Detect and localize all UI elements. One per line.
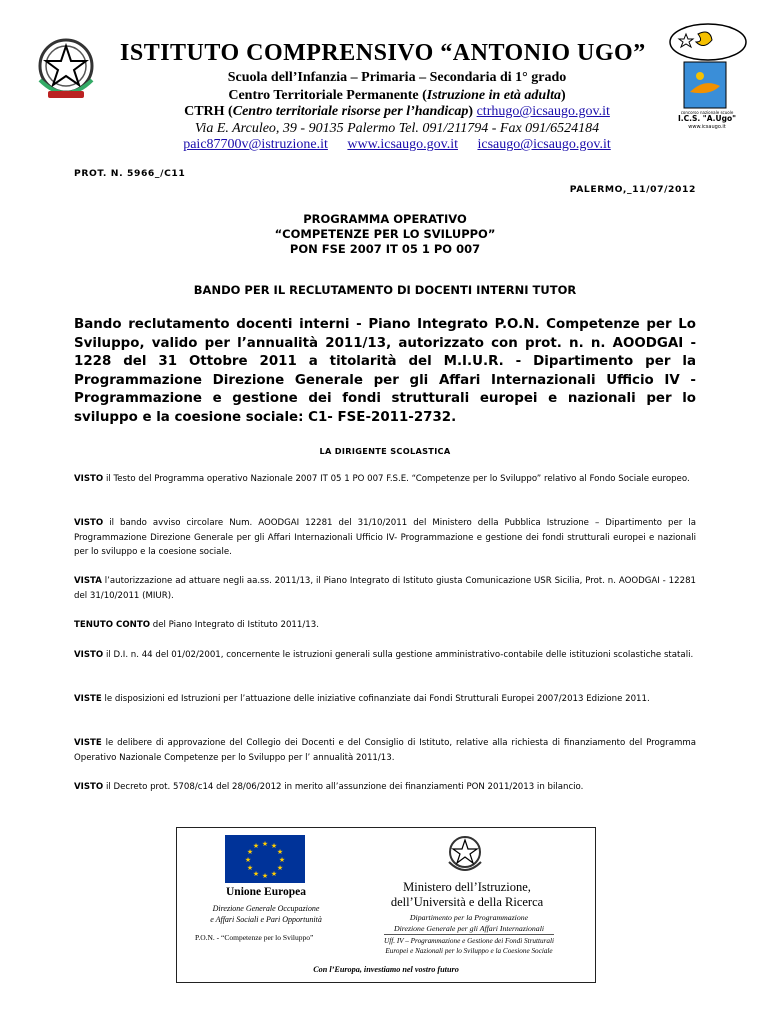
programma-heading: PROGRAMMA OPERATIVO “COMPETENZE PER LO SVILUPPO” PON FSE 2007 IT 05 1 PO 007 (274, 212, 496, 256)
svg-text:★: ★ (261, 840, 269, 848)
visto-item: VISTA l’autorizzazione ad attuare negli aa.ss. 2011/13, il Piano Integrato di Istituto giusta Comunicazione USR Sicilia, Prot. n. AOODGAI - 12281 del 31/10/2011 (MIUR). (74, 576, 696, 601)
ctrh-email-link[interactable]: ctrhugo@icsaugo.gov.it (476, 104, 610, 119)
bando-title: BANDO PER IL RECLUTAMENTO DI DOCENTI INTERNI TUTOR (193, 283, 577, 297)
svg-text:★: ★ (246, 848, 254, 856)
pon-banner (176, 827, 596, 983)
eu-flag-icon (225, 835, 305, 883)
website-link[interactable]: www.icsaugo.gov.it (347, 137, 458, 152)
school-levels: Scuola dell’Infanzia – Primaria – Secondaria di 1° grado (227, 70, 567, 85)
visto-item: VISTO il Decreto prot. 5708/c14 del 28/06/2012 in merito all’assunzione dei finanziamenti PON 2011/2013 in bilancio. (74, 782, 584, 792)
svg-text:★: ★ (252, 842, 260, 850)
italian-republic-emblem-icon (34, 36, 98, 104)
svg-text:I.C.S. "A.Ugo": I.C.S. "A.Ugo" (677, 114, 737, 123)
ctp-line: Centro Territoriale Permanente (Istruzione in età adulta) (228, 88, 566, 103)
svg-text:★: ★ (252, 870, 260, 878)
svg-text:★: ★ (261, 872, 269, 880)
svg-text:★: ★ (270, 870, 278, 878)
ministry-emblem-icon (445, 834, 485, 876)
ctrh-line: CTRH (Centro territoriale risorse per l’handicap) ctrhugo@icsaugo.gov.it (184, 104, 610, 119)
ministry-department: Dipartimento per la Programmazione Direzione Generale per gli Affari Internazionali (393, 913, 545, 933)
svg-text:www.icsaugo.it: www.icsaugo.it (688, 124, 726, 130)
pec-email-link[interactable]: paic87700v@istruzione.it (183, 137, 328, 152)
document-date: PALERMO,_11/07/2012 (569, 184, 696, 195)
visto-item: VISTO il bando avviso circolare Num. AOODGAI 12281 del 31/10/2011 del Ministero della Pubblica Istruzione – Dipartimento per la Programmazione Direzione Generale per gli Affari Internazionali Ufficio IV- Programmazione e gestione dei fondi strutturali europei e nazionali per lo sviluppo e la coesione sociale. (74, 518, 696, 557)
school-name-title: ISTITUTO COMPRENSIVO “ANTONIO UGO” (120, 40, 646, 66)
eu-subtitle: Direzione Generale Occupazione e Affari Sociali e Pari Opportunità (210, 904, 322, 924)
svg-text:★: ★ (276, 848, 284, 856)
visto-item: VISTO il Testo del Programma operativo Nazionale 2007 IT 05 1 PO 007 F.S.E. “Competenze per lo Sviluppo” relativo al Fondo Sociale europeo. (74, 474, 690, 484)
contact-links (104, 137, 690, 153)
svg-text:★: ★ (244, 856, 252, 864)
eu-title: Unione Europea (226, 886, 306, 898)
visto-item: VISTE le delibere di approvazione del Collegio dei Docenti e del Consiglio di Istituto, relative alla richiesta di finanziamento del Programma Operativo Nazionale Competenze per lo Sviluppo per l’ annualità 2011/13. (74, 738, 696, 763)
banner-motto: Con l’Europa, investiamo nel vostro futuro (313, 965, 459, 974)
svg-text:★: ★ (270, 842, 278, 850)
svg-text:concorso nazionale scuole: concorso nazionale scuole (680, 110, 734, 115)
intro-paragraph: Bando reclutamento docenti interni - Piano Integrato P.O.N. Competenze per Lo Sviluppo, valido per l’annualità 2011/13, autorizzato con prot. n. n. AOODGAI - 1228 del 31 Ottobre 2011 a titolarità del M.I.U.R. - Dipartimento per la Programmazione Direzione Generale per gli Affari Internazionali Ufficio IV - Programmazione e gestione dei fondi strutturali europei e nazionali per lo sviluppo e la coesione sociale: C1- FSE-2011-2732. (74, 317, 696, 425)
visto-item: VISTO il D.I. n. 44 del 01/02/2001, concernente le istruzioni generali sulla gestione amministrativo-contabile delle istituzioni scolastiche statali. (74, 650, 694, 660)
protocol-number: PROT. N. 5966_/C11 (74, 168, 186, 179)
svg-text:★: ★ (276, 864, 284, 872)
visto-item: VISTE le disposizioni ed Istruzioni per l’attuazione delle iniziative cofinanziate dai Fondi Strutturali Europei 2007/2013 Edizione 2011. (74, 694, 650, 704)
dirigente-heading: LA DIRIGENTE SCOLASTICA (319, 446, 451, 456)
svg-text:★: ★ (278, 856, 286, 864)
school-address: Via E. Arculeo, 39 - 90135 Palermo Tel. 091/211794 - Fax 091/6524184 (194, 121, 600, 136)
visto-item: TENUTO CONTO del Piano Integrato di Istituto 2011/13. (74, 620, 319, 630)
school-email-link[interactable]: icsaugo@icsaugo.gov.it (477, 137, 611, 152)
ministry-office: Uff. IV – Programmazione e Gestione dei Fondi Strutturali Europei e Nazionali per lo Sviluppo e la Coesione Sociale (363, 934, 575, 956)
svg-text:★: ★ (246, 864, 254, 872)
pon-label: P.O.N. - “Competenze per lo Sviluppo” (195, 933, 314, 942)
ministry-title: Ministero dell’Istruzione, dell’Università e della Ricerca (390, 880, 544, 909)
